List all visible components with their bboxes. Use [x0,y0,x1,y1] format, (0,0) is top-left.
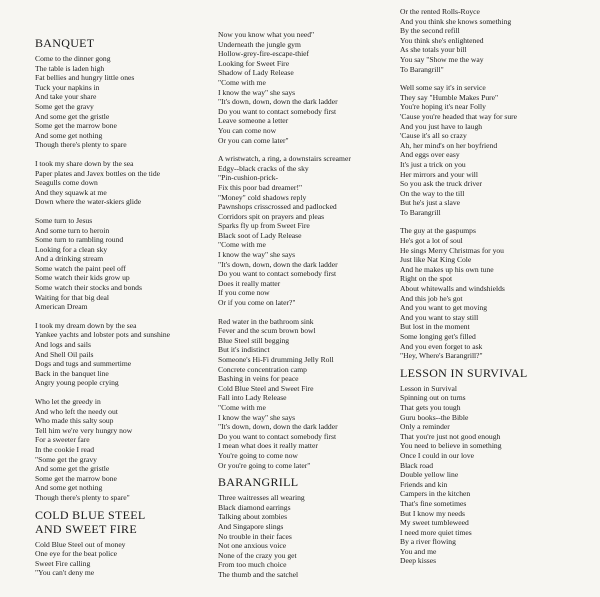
lyric-line: And some get the gristle [35,111,110,121]
lyric-line: I need more quiet times [400,527,472,537]
lyric-line: And a drinking stream [35,254,104,264]
lyric-line: Some turn to Jesus [35,215,93,225]
lyric-line: About whitewalls and windshields [400,284,505,294]
lyric-line: Someone's Hi-Fi drumming Jelly Roll [218,355,334,364]
lyric-line: By a river flowing [400,537,456,547]
stanza-gap [35,150,225,159]
lyric-line: Who made this salty soup [35,416,114,426]
lyric-line: Fever and the scum brown bowl [218,326,316,336]
lyric-line: For a sweeter fare [35,435,90,445]
lyric-line: And eggs over easy [400,150,460,160]
lyric-line: Three waitresses all wearing [218,493,305,503]
lyric-line: Do you want to contact somebody first [218,269,337,279]
lyric-line: On the way to the till [400,188,465,198]
song-title-line: COLD BLUE STEEL [35,507,146,522]
lyric-line: "Hey, Where's Barangrill?" [400,351,483,361]
lyric-line: Her mirrors and your will [400,169,479,179]
lyric-line: Some longing get's filled [400,332,476,341]
lyric-line: Angry young people crying [35,378,119,388]
lyric-line: That's fine sometimes [400,498,467,508]
lyric-line: Who let the greedy in [35,397,101,406]
lyric-line: And Shell Oil pails [35,349,94,359]
song-title: BARANGRILL [218,475,299,490]
lyric-line: Do you want to contact somebody first [218,431,337,441]
lyric-line: Pawnshops crisscrossed and padlocked [218,202,337,212]
stanza [35,159,225,207]
stanza [218,493,408,579]
song-block [400,366,590,566]
lyric-line: And you even forget to ask [400,341,483,351]
lyric-line: Paper plates and Javex bottles on the tide [35,168,161,178]
stanza-gap [218,308,408,317]
lyric-line: Concrete concentration camp [218,364,307,374]
lyric-line: From too much choice [218,560,287,570]
lyric-line: "Money" cold shadows reply [218,192,307,202]
lyric-line: He sings Merry Christmas for you [400,245,504,255]
lyric-line: They say "Humble Makes Pure" [400,92,499,102]
lyric-line: Fat bellies and hungry little ones [35,73,135,83]
lyric-line: "Come with me [218,240,266,250]
lyric-line: Leave someone a letter [218,116,289,126]
lyric-line: Only a reminder [400,422,450,432]
lyric-line: Guru books--the Bible [400,412,469,422]
stanza-gap [400,217,590,226]
lyric-line: Some watch the paint peel off [35,263,126,273]
lyric-line: Come to the dinner gong [35,54,111,63]
lyric-line: Campers in the kitchen [400,489,471,499]
lyric-line: And you just have to laugh [400,121,483,131]
lyric-line: Or the rented Rolls-Royce [400,7,480,16]
lyric-line: "Come with me [218,402,266,412]
lyric-line: I took my share down by the sea [35,158,134,168]
lyric-line: But I know my needs [400,508,465,518]
stanza [400,83,590,217]
lyric-line: Shadow of Lady Release [218,68,294,78]
lyric-line: Some turn to rambling round [35,235,124,245]
lyric-line: Black road [400,460,434,470]
stanza [35,54,225,150]
lyric-line: Friends and kin [400,479,448,489]
stanza [400,384,590,566]
lyric-line: My sweet tumbleweed [400,518,469,528]
lyric-line: I know the way" she says [218,250,296,260]
lyric-line: Lesson in Survival [400,383,457,393]
lyric-line: And logs and sails [35,340,91,350]
lyric-line: Black diamond earrings [218,502,291,512]
lyric-line: Underneath the jungle gym [218,39,301,49]
lyric-line: Some watch their kids grow up [35,273,130,283]
lyric-line: The guy at the gaspumps [400,226,476,236]
lyric-line: He's got a lot of soul [400,236,463,246]
lyric-line: It's just a trick on you [400,159,466,169]
song-title: BANQUET [35,36,95,50]
lyric-line: And some get the gristle [35,464,110,474]
lyric-line: Black soot of Lady Release [218,230,302,240]
lyrics-column-1 [35,36,225,578]
stanza [35,397,225,503]
stanza-gap [35,312,225,321]
lyric-line: Looking for a clean sky [35,244,108,254]
lyric-line: Edgy--black cracks of the sky [218,163,309,173]
lyric-line: Hollow-grey-fire-escape-thief [218,49,310,59]
lyric-line: One eye for the beat police [35,549,118,559]
lyric-line: Sweet Fire calling [35,558,91,568]
lyric-line: Tuck your napkins in [35,82,100,92]
lyric-line: And this job he's got [400,293,463,303]
lyric-line: You think she's enlightened [400,35,484,45]
lyric-line: That you're just not good enough [400,431,501,441]
lyric-line: American Dream [35,302,88,312]
lyric-line: Dogs and tugs and summertime [35,359,132,369]
lyric-line: Fall into Lady Release [218,393,287,403]
lyric-line: To Barangrill" [400,64,444,74]
lyric-line: Or if you come on later?" [218,298,296,308]
lyric-line: And Singapore slings [218,521,284,531]
lyric-line: I know the way" she says [218,412,296,422]
lyric-line: Corridors spit on prayers and pleas [218,211,325,221]
song-block [35,36,225,503]
lyric-line: Once I could in our love [400,450,475,460]
stanza [35,216,225,312]
lyric-line: You're going to come now [218,450,298,460]
lyric-line: Just like Nat King Cole [400,255,472,265]
lyric-line: And some get nothing [35,483,103,493]
song-block [218,475,408,579]
stanza [35,321,225,388]
lyric-line: And they squawk at me [35,187,107,197]
stanza [218,154,408,308]
song-block [400,7,590,361]
stanza-gap [218,145,408,154]
lyric-line: That gets you tough [400,402,461,412]
lyric-line: Fix this poor bad dreamer!" [218,182,303,192]
lyric-line: Cold Blue Steel and Sweet Fire [218,383,314,393]
lyric-line: Talking about zombies [218,512,288,522]
lyric-line: Cold Blue Steel out of money [35,539,126,549]
lyrics-column-3 [400,7,590,566]
lyric-line: You say "Show me the way [400,54,484,64]
lyric-line: "It's down, down, down the dark ladder [218,422,338,432]
lyric-line: So you ask the truck driver [400,179,483,189]
stanza [218,30,408,145]
lyric-line: And take your share [35,92,97,102]
lyric-line: You can come now [218,125,277,135]
song-title: LESSON IN SURVIVAL [400,365,528,380]
lyric-line: If you come now [218,288,270,298]
lyric-line: Or you're going to come later" [218,460,311,470]
lyric-line: In the cookie I read [35,444,95,454]
lyric-line: Looking for Sweet Fire [218,58,290,68]
lyric-line: I know the way" she says [218,87,296,97]
lyric-line: Blue Steel still begging [218,335,290,345]
song-title-line: AND SWEET FIRE [35,521,137,536]
lyric-line: Right on the spot [400,274,453,284]
lyric-line: "You can't deny me [35,568,95,578]
lyric-line: "Come with me [218,77,266,87]
lyric-line: Well some say it's in service [400,83,486,93]
lyric-line: You and me [400,546,437,556]
stanza [400,7,590,74]
lyric-line: "It's down, down, down the dark ladder [218,259,338,269]
lyric-line: But lost in the moment [400,322,470,332]
lyric-line: Though there's plenty to spare" [35,492,130,502]
lyric-line: The thumb and the satchel [218,569,299,579]
lyric-line: Some get the gravy [35,101,94,111]
lyric-line: Deep kisses [400,556,437,566]
lyric-line: And he makes up his own tune [400,264,494,274]
lyric-line: Bashing in veins for peace [218,374,299,384]
lyrics-column-2 [218,30,408,579]
lyric-line: Yankee yachts and lobster pots and sunshine [35,330,171,340]
lyric-line: You're hoping it's near Folly [400,102,486,112]
stanza [35,540,225,578]
lyric-line: Down where the water-skiers glide [35,197,142,207]
stanza-gap [35,207,225,216]
lyric-line: You need to believe in something [400,441,502,451]
song-block [218,30,408,470]
lyric-line: Back in the banquet line [35,368,109,378]
lyric-line: Some get the marrow bone [35,473,117,483]
lyric-line: But he's just a slave [400,198,461,208]
lyric-line: Or you can come later" [218,135,289,145]
lyric-line: "It's down, down, down the dark ladder [218,97,338,107]
lyric-line: As she totals your bill [400,45,467,55]
lyric-line: And some get nothing [35,130,103,140]
lyric-line: Red water in the bathroom sink [218,316,314,326]
lyric-line: I took my dream down by the sea [35,320,137,330]
lyric-line: To Barangrill [400,207,441,217]
stanza [218,317,408,471]
lyric-line: I mean what does it really matter [218,441,318,451]
lyric-line: None of the crazy you get [218,550,297,560]
lyric-line: By the second refill [400,26,460,36]
lyric-line: Not one anxious voice [218,541,287,551]
lyric-line: 'Cause you're headed that way for sure [400,111,518,121]
lyric-line: But it's indistinct [218,345,270,355]
lyric-line: And you think she knows something [400,16,512,26]
lyric-line: Tell him we're very hungry now [35,425,133,435]
lyric-line: And you want to stay still [400,312,479,322]
lyric-line: No trouble in their faces [218,531,292,541]
lyric-line: The table is laden high [35,63,105,73]
lyric-line: "Pin-cushion-prick- [218,173,279,183]
lyric-line: Now you know what you need" [218,30,315,39]
lyric-line: "Some get the gravy [35,454,97,464]
lyric-line: Waiting for that big deal [35,292,110,302]
lyric-line: Sparks fly up from Sweet Fire [218,221,310,231]
stanza [400,226,590,360]
lyric-line: Ah, her mind's on her boyfriend [400,140,498,150]
stanza-gap [400,74,590,83]
lyric-line: Do you want to contact somebody first [218,106,337,116]
song-block [35,508,225,578]
lyric-line: And you want to get moving [400,303,488,313]
lyric-line: Some get the marrow bone [35,121,117,131]
lyric-line: And who left the needy out [35,406,118,416]
lyric-line: And some turn to heroin [35,225,110,235]
lyric-line: Does it really matter [218,278,281,288]
lyric-line: 'Cause it's all so crazy [400,131,467,141]
lyric-line: Double yellow line [400,470,459,480]
lyric-line: Seagulls come down [35,178,98,188]
lyric-line: Though there's plenty to spare [35,140,127,150]
lyric-line: Spinning out on turns [400,393,466,403]
lyric-line: A wristwatch, a ring, a downstairs screamer [218,154,351,164]
song-title [35,508,225,536]
stanza-gap [35,388,225,397]
lyric-line: Some watch their stocks and bonds [35,283,142,293]
